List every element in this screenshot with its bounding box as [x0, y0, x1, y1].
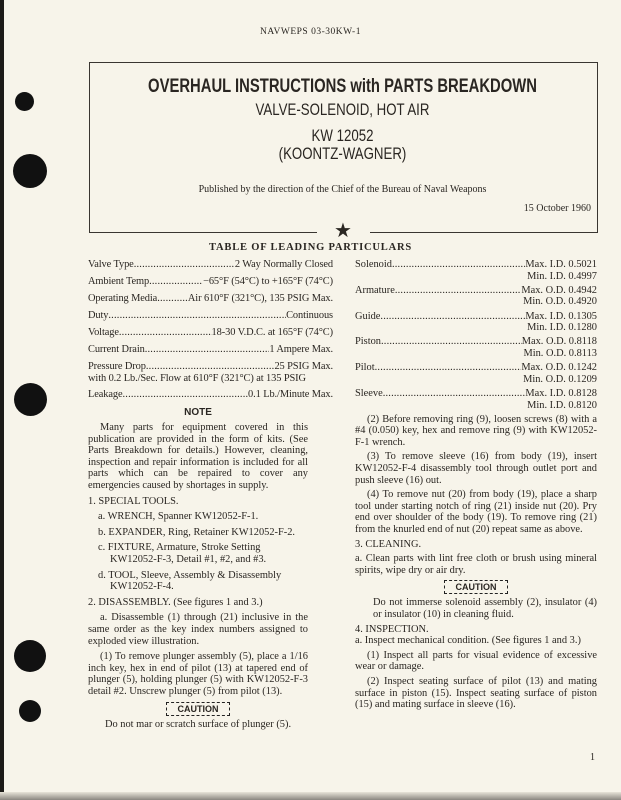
- leader-dots: [146, 361, 275, 373]
- particular-extra: with 0.2 Lb./Sec. Flow at 610°F (321°C) at 135 PSIG: [88, 372, 306, 384]
- dimension-label: Sleeve: [355, 387, 383, 399]
- particular-row: [88, 361, 333, 373]
- leader-dots: [134, 259, 235, 271]
- caution-text: Do not immerse solenoid assembly (2), insulator (4) or insulator (10) in cleaning fluid.: [373, 597, 597, 620]
- dimension-row: [355, 336, 597, 348]
- dimension-min: Min. I.D. 0.1280: [527, 322, 597, 334]
- inspection-a: a. Inspect mechanical condition. (See figures 1 and 3.): [355, 635, 581, 647]
- disassembly-a: a. Disassemble (1) through (21) inclusive in the same order as the key index numbers assigned to exploded view illustration.: [88, 612, 308, 647]
- dimension-label: Solenoid: [355, 259, 392, 270]
- particular-value: 18-30 V.D.C. at 165°F (74°C): [211, 326, 333, 338]
- document-subtitle: VALVE-SOLENOID, HOT AIR: [255, 100, 430, 119]
- dimension-max: Max. I.D. 0.8128: [525, 387, 597, 399]
- publisher-line: Published by the direction of the Chief of the Bureau of Naval Weapons: [198, 184, 487, 195]
- particular-row: [88, 344, 333, 356]
- cleaning-heading: 3. CLEANING.: [355, 538, 422, 550]
- dimension-min: Min. I.D. 0.4997: [527, 270, 597, 282]
- particular-value: −65°F (54°C) to +165°F (74°C): [203, 275, 333, 287]
- dimension-row: [355, 388, 597, 400]
- leader-dots: [145, 344, 270, 356]
- page-edge: [0, 0, 4, 800]
- model-number: KW 12052: [311, 126, 374, 145]
- particular-row: [88, 327, 333, 339]
- dimension-min: Min. O.D. 0.4920: [523, 296, 597, 308]
- tool-item: b. EXPANDER, Ring, Retainer KW12052-F-2.: [98, 526, 296, 538]
- tool-item: c. FIXTURE, Armature, Stroke Setting KW12052-F-3, Detail #1, #2, and #3.: [98, 542, 267, 566]
- dimension-max: Max. O.D. 0.1242: [521, 362, 597, 374]
- particular-label: Valve Type: [88, 259, 134, 270]
- caution-text: Do not mar or scratch surface of plunger (5).: [104, 718, 292, 730]
- binder-hole: [14, 383, 47, 416]
- particular-label: Leakage: [88, 389, 123, 401]
- left-column: [88, 259, 333, 730]
- disassembly-step-4: (4) To remove nut (20) from body (19), place a sharp tool under starting notch of ring (21) inside nut (20). Pry end over shoulder of the body (19). To remove ring (21) from the knurled end of nut (20) repeat same as above.: [355, 489, 597, 536]
- particular-value: 2 Way Normally Closed: [234, 259, 333, 270]
- binder-hole: [19, 700, 41, 722]
- note-text: Many parts for equipment covered in this publication are provided in the form of kits. (See Parts Breakdown for details.) However, cleaning, inspection and repair information is included for all parts which can be repaired to cover any emergencies caused by shortages in supply.: [88, 422, 308, 492]
- inspection-step-2: (2) Inspect seating surface of pilot (13) and mating surface in piston (15). Inspect seating surface of piston (15) and mating surface in sleeve (16).: [355, 675, 597, 711]
- dimension-row: [355, 311, 597, 323]
- particular-label: Operating Media: [88, 292, 158, 304]
- particular-row: [88, 389, 333, 401]
- dimension-max: Max. I.D. 0.1305: [525, 310, 597, 322]
- particular-label: Voltage: [88, 326, 119, 338]
- particular-value: Air 610°F (321°C), 135 PSIG Max.: [187, 292, 333, 304]
- particular-label: Duty: [88, 309, 109, 321]
- leader-dots: [149, 276, 203, 288]
- leader-dots: [157, 293, 188, 305]
- disassembly-step-1: (1) To remove plunger assembly (5), place a 1/16 inch key, hex in end of pilot (13) at tapered end of plunger (5), holding plunger (5) with KW12052-F-3 detail #2. Unscrew plunger (5) from pilot (13).: [88, 651, 308, 697]
- leader-dots: [381, 336, 522, 348]
- tool-item: a. WRENCH, Spanner KW12052-F-1.: [98, 511, 259, 523]
- particular-row: [88, 293, 333, 305]
- dimension-row: [355, 362, 597, 374]
- cleaning-a: a. Clean parts with lint free cloth or brush using mineral spirits, wipe dry or air dry.: [355, 553, 597, 576]
- dimension-max: Max. O.D. 0.8118: [521, 336, 597, 348]
- particular-value: 25 PSIG Max.: [274, 360, 333, 372]
- dimension-min: Min. O.D. 0.8113: [523, 347, 597, 359]
- inspection-step-1: (1) Inspect all parts for visual evidence of excessive wear or damage.: [355, 649, 597, 673]
- leader-dots: [108, 310, 286, 322]
- document-number: NAVWEPS 03-30KW-1: [260, 27, 361, 37]
- model-block: [145, 127, 540, 163]
- leader-dots: [123, 389, 249, 401]
- disassembly-step-3: (3) To remove sleeve (16) from body (19), insert KW12052-F-4 disassembly tool through outlet port and push sleeve (16) out.: [355, 451, 597, 486]
- caution-label: CAUTION: [444, 580, 508, 594]
- dimension-label: Armature: [355, 284, 395, 296]
- particulars-list: [88, 259, 333, 401]
- inspection-heading: 4. INSPECTION.: [355, 623, 429, 635]
- star-icon: ★: [334, 220, 352, 242]
- caution-label: CAUTION: [166, 702, 230, 716]
- particular-label: Pressure Drop: [88, 360, 146, 372]
- dimension-min: Min. O.D. 0.1209: [523, 373, 597, 385]
- particular-row: [88, 276, 333, 288]
- particular-value: 1 Ampere Max.: [269, 343, 333, 355]
- divider: [370, 232, 597, 233]
- page-number: 1: [590, 752, 595, 763]
- particular-value: 0.1 Lb./Minute Max.: [248, 389, 333, 401]
- special-tools-heading: 1. SPECIAL TOOLS.: [88, 495, 179, 507]
- document-title: OVERHAUL INSTRUCTIONS with PARTS BREAKDOWN: [148, 76, 537, 97]
- dimensions-list: [355, 259, 597, 411]
- manufacturer: (KOONTZ-WAGNER): [278, 144, 407, 163]
- dimension-min: Min. I.D. 0.8120: [527, 399, 597, 411]
- particular-value: Continuous: [286, 309, 333, 321]
- leader-dots: [375, 362, 522, 374]
- disassembly-step-2: (2) Before removing ring (9), loosen screws (8) with a #4 (0.050) key, hex and remove ring (9) with KW12052-F-1 wrench.: [355, 413, 597, 448]
- dimension-label: Pilot: [355, 362, 375, 374]
- particular-label: Ambient Temp: [88, 275, 150, 287]
- publication-date: 15 October 1960: [523, 203, 591, 214]
- leader-dots: [392, 259, 525, 271]
- particular-label: Current Drain: [88, 343, 145, 355]
- leader-dots: [119, 327, 212, 339]
- table-title: TABLE OF LEADING PARTICULARS: [209, 242, 412, 253]
- disassembly-heading: 2. DISASSEMBLY. (See figures 1 and 3.): [88, 596, 263, 608]
- dimension-row: [355, 285, 597, 297]
- leader-dots: [395, 285, 522, 297]
- dimension-label: Guide: [355, 310, 381, 322]
- note-heading: NOTE: [184, 407, 212, 419]
- right-column: [355, 259, 597, 714]
- page-bottom-edge: [0, 792, 621, 800]
- tool-item: d. TOOL, Sleeve, Assembly & Disassembly KW12052-F-4.: [98, 569, 282, 593]
- binder-hole: [15, 92, 34, 111]
- dimension-max: Max. I.D. 0.5021: [525, 259, 597, 270]
- particular-row: [88, 310, 333, 322]
- dimension-row: [355, 259, 597, 271]
- dimension-max: Max. O.D. 0.4942: [521, 284, 597, 296]
- divider: [89, 232, 317, 233]
- leader-dots: [380, 311, 525, 323]
- leader-dots: [383, 388, 526, 400]
- binder-hole: [14, 640, 46, 672]
- binder-hole: [13, 154, 47, 188]
- particular-row: [88, 259, 333, 271]
- dimension-label: Piston: [355, 336, 381, 348]
